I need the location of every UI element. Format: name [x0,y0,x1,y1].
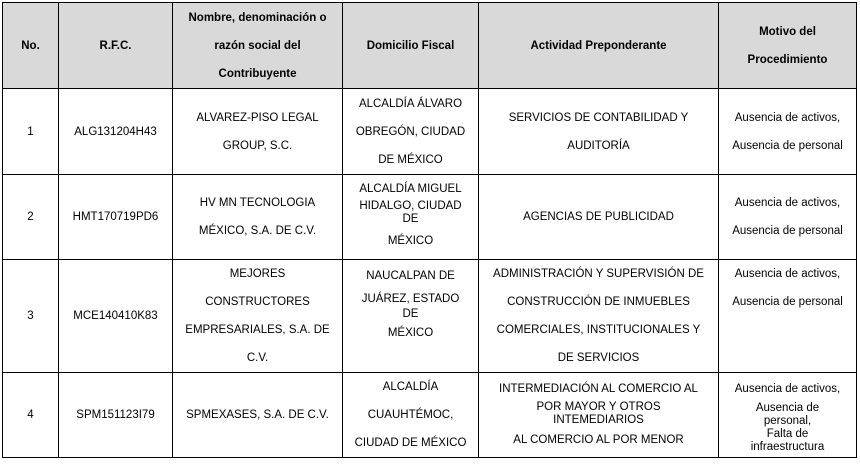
cell-line: DE [402,213,419,225]
header-motivo-line: Procedimiento [747,53,828,66]
cell-no: 4 [3,373,59,458]
cell-motivo [719,89,857,175]
cell-line: COMERCIALES, INSTITUCIONALES Y [496,324,701,336]
cell-line: ALCALDÍA MIGUEL [359,183,462,195]
cell-line: SERVICIOS DE CONTABILIDAD Y [508,111,689,124]
table-header [3,3,857,89]
cell-line: MÉXICO [387,235,434,247]
header-domicilio: Domicilio Fiscal [343,3,479,89]
cell-line: MÉXICO, S.A. DE C.V. [198,225,317,237]
cell-line: MEJORES [229,268,286,280]
header-nombre-line: Nombre, denominación o [188,11,327,24]
cell-line: ALCALDÍA ÁLVARO [358,97,463,110]
cell-line: EMPRESARIALES, S.A. DE [185,324,330,336]
table-body [3,89,857,458]
cell-line: Ausencia de activos, [734,268,841,280]
cell-nombre [173,89,343,175]
cell-rfc: HMT170719PD6 [59,175,173,260]
cell-line: Ausencia de [755,401,820,414]
table-row [3,373,857,458]
cell-motivo [719,175,857,260]
cell-line: GROUP, S.C. [222,139,293,152]
cell-line: infraestructura [750,440,825,453]
header-no: No. [3,3,59,89]
cell-line: Ausencia de personal [732,296,843,308]
cell-line: CUAUHTÉMOC, [367,409,454,421]
cell-nombre [173,260,343,373]
cell-line: NAUCALPAN DE [366,270,455,282]
cell-domicilio [343,373,479,458]
cell-rfc: MCE140410K83 [59,260,173,373]
table-row [3,175,857,260]
cell-line: DE [402,308,419,320]
cell-line: HIDALGO, CIUDAD [359,200,462,212]
cell-line: ALCALDÍA [382,381,439,393]
header-motivo-line: Motivo del [759,25,816,38]
cell-line: Ausencia de personal [732,225,843,237]
cell-line: C.V. [246,352,269,364]
cell-line: CIUDAD DE MÉXICO [354,437,467,449]
table-row [3,260,857,373]
cell-no: 1 [3,89,59,175]
cell-line: Ausencia de activos, [734,197,841,209]
cell-line: AL COMERCIO AL POR MENOR [513,434,684,446]
cell-domicilio [343,260,479,373]
cell-line: Falta de [766,427,809,440]
cell-motivo [719,260,857,373]
header-actividad: Actividad Preponderante [479,3,719,89]
header-nombre-line: razón social del [214,39,301,52]
table-row [3,89,857,175]
cell-no: 3 [3,260,59,373]
cell-line: AGENCIAS DE PUBLICIDAD [523,211,674,223]
header-rfc: R.F.C. [59,3,173,89]
cell-rfc: ALG131204H43 [59,89,173,175]
cell-domicilio [343,89,479,175]
cell-line: CONSTRUCCIÓN DE INMUEBLES [507,296,690,308]
contribuyentes-table [2,2,857,458]
header-row [3,3,857,89]
header-nombre [173,3,343,89]
cell-line: AUDITORÍA [567,139,630,152]
cell-line: OBREGÓN, CIUDAD [355,125,466,138]
cell-line: ADMINISTRACIÓN Y SUPERVISIÓN DE [493,268,704,280]
cell-line: Ausencia de activos, [734,111,841,124]
cell-line: CONSTRUCTORES [205,296,310,308]
header-nombre-line: Contribuyente [218,67,297,80]
cell-actividad [479,373,719,458]
cell-line: DE SERVICIOS [557,352,640,364]
cell-actividad [479,260,719,373]
cell-line: personal, [763,414,812,427]
cell-rfc: SPM151123I79 [59,373,173,458]
cell-line: Ausencia de activos, [734,382,841,395]
cell-line: INTEMEDIARIOS [553,414,644,426]
cell-nombre [173,373,343,458]
cell-line: SPMEXASES, S.A. DE C.V. [186,409,329,421]
cell-motivo [719,373,857,458]
cell-line: MÉXICO [387,327,434,339]
cell-nombre [173,175,343,260]
cell-line: INTERMEDIACIÓN AL COMERCIO AL [499,383,698,395]
cell-line: DE MÉXICO [378,153,443,166]
cell-line: JUÁREZ, ESTADO [361,293,460,305]
cell-line: POR MAYOR Y OTROS [536,401,661,413]
cell-no: 2 [3,175,59,260]
cell-actividad [479,175,719,260]
cell-actividad [479,89,719,175]
cell-line: ALVAREZ-PISO LEGAL [196,111,319,124]
cell-line: Ausencia de personal [732,139,843,152]
cell-line: HV MN TECNOLOGIA [199,197,316,209]
cell-domicilio [343,175,479,260]
header-motivo [719,3,857,89]
